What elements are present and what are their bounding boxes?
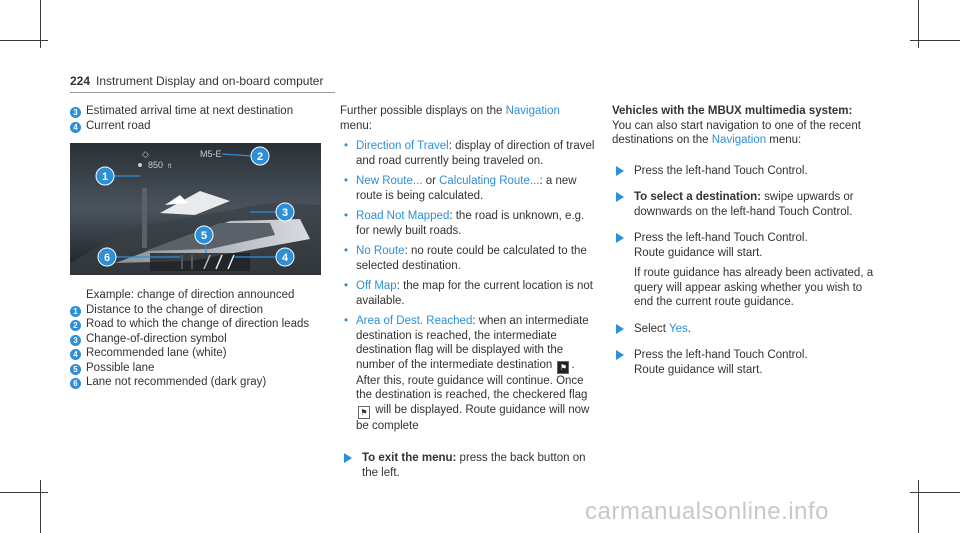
list-item: • New Route... or Calculating Route...: a new route is being calculated.: [344, 175, 577, 202]
crop-mark: [0, 492, 48, 493]
top-legend: [70, 104, 330, 133]
svg-text:6: 6: [103, 252, 111, 264]
exit-step: To exit the menu: press the back button on the left.: [340, 451, 598, 480]
callout-number: 5: [70, 364, 81, 375]
callout-5: [195, 226, 213, 244]
distance-unit: ft: [168, 164, 172, 170]
step: Press the left-hand Touch Control.: [612, 164, 874, 179]
figure-legend: [70, 288, 330, 390]
svg-text:5: 5: [200, 230, 208, 242]
navigation-menu-link: Navigation: [505, 105, 560, 117]
callout-6: [98, 248, 116, 266]
list-item: • No Route: no route could be calculated to the selected destination.: [344, 245, 587, 272]
yes-option-link: Yes: [668, 322, 688, 335]
callout-1: [96, 167, 114, 185]
list-item: • Off Map: the map for the current location is not available.: [344, 280, 593, 307]
legend-item: 1 Distance to the change of direction: [70, 303, 330, 318]
step: Select Yes.: [612, 322, 874, 337]
callout-4: [276, 248, 294, 266]
navigation-display-illustration: [70, 143, 321, 275]
callout-number: 4: [70, 349, 81, 360]
step-arrow-icon: [616, 192, 624, 202]
step-arrow-icon: [616, 166, 624, 176]
header-rule: [70, 92, 335, 93]
page-title: Instrument Display and on-board computer: [96, 74, 324, 88]
step-arrow-icon: [616, 233, 624, 243]
legend-item: 6 Lane not recommended (dark gray): [70, 375, 330, 390]
navigation-menu-link: Navigation: [711, 134, 767, 146]
crop-mark: [40, 480, 41, 533]
callout-number: 1: [70, 306, 81, 317]
legend-item: 5 Possible lane: [70, 361, 330, 376]
right-column: [612, 104, 874, 377]
navigation-figure: [70, 143, 321, 275]
page-number: 224: [70, 74, 91, 88]
legend-item: 4 Current road: [70, 119, 330, 134]
intro-paragraph: You can also start navigation to one of the recent destinations on the Navigation menu:: [612, 119, 861, 146]
crop-mark: [0, 40, 48, 41]
page-header: [70, 74, 323, 88]
step: To select a destination: swipe upwards or downwards on the left-hand Touch Control.: [612, 190, 874, 219]
legend-item: 2 Road to which the change of direction leads: [70, 317, 330, 332]
svg-text:3: 3: [281, 207, 289, 219]
legend-item: 4 Recommended lane (white): [70, 346, 330, 361]
callout-number: 3: [70, 107, 81, 118]
distance-label: 850: [148, 160, 164, 170]
legend-item: 3 Estimated arrival time at next destination: [70, 104, 330, 119]
callout-3: [276, 203, 294, 221]
step-arrow-icon: [344, 453, 352, 463]
intermediate-destination-flag-icon: ⚑: [557, 361, 569, 374]
crop-mark: [910, 492, 960, 493]
svg-text:◇: ◇: [142, 149, 149, 159]
svg-text:2: 2: [256, 151, 264, 163]
step: Press the left-hand Touch Control. Route guidance will start. If route guidance has already been activated, a query will appear asking whether you wish to end the current route guidance.: [612, 231, 874, 310]
callout-number: 4: [70, 122, 81, 133]
crop-mark: [910, 40, 960, 41]
callout-number: 2: [70, 320, 81, 331]
checkered-flag-icon: ⚑: [358, 406, 370, 419]
street-label: M5-E: [200, 149, 222, 159]
middle-column: [340, 104, 598, 480]
list-item: • Direction of Travel: display of direction of travel and road currently being traveled on.: [344, 140, 595, 167]
watermark: carmanualsonline.info: [585, 498, 829, 525]
section-heading: Vehicles with the MBUX multimedia system:: [612, 105, 853, 117]
svg-text:4: 4: [281, 252, 289, 264]
callout-number: 3: [70, 335, 81, 346]
list-item: • Road Not Mapped: the road is unknown, e.g. for newly built roads.: [344, 210, 585, 237]
intro-paragraph: Further possible displays on the Navigation menu:: [340, 105, 560, 132]
figure-caption: Example: change of direction announced: [86, 289, 295, 301]
step-arrow-icon: [616, 350, 624, 360]
list-item: • Area of Dest. Reached: when an intermediate destination is reached, the intermediate destination flag will be displayed with the number of the intermediate destination ⚑ . After this, route guidance will continue. Once the destination is reached, the checkered flag ⚑ will be displayed. Route guidance will now be complete: [344, 315, 590, 432]
callout-2: [251, 147, 269, 165]
callout-number: 6: [70, 378, 81, 389]
step: Press the left-hand Touch Control. Route guidance will start.: [612, 348, 874, 377]
crop-mark: [918, 480, 919, 533]
step-arrow-icon: [616, 324, 624, 334]
legend-item: 3 Change-of-direction symbol: [70, 332, 330, 347]
svg-text:1: 1: [101, 171, 109, 183]
